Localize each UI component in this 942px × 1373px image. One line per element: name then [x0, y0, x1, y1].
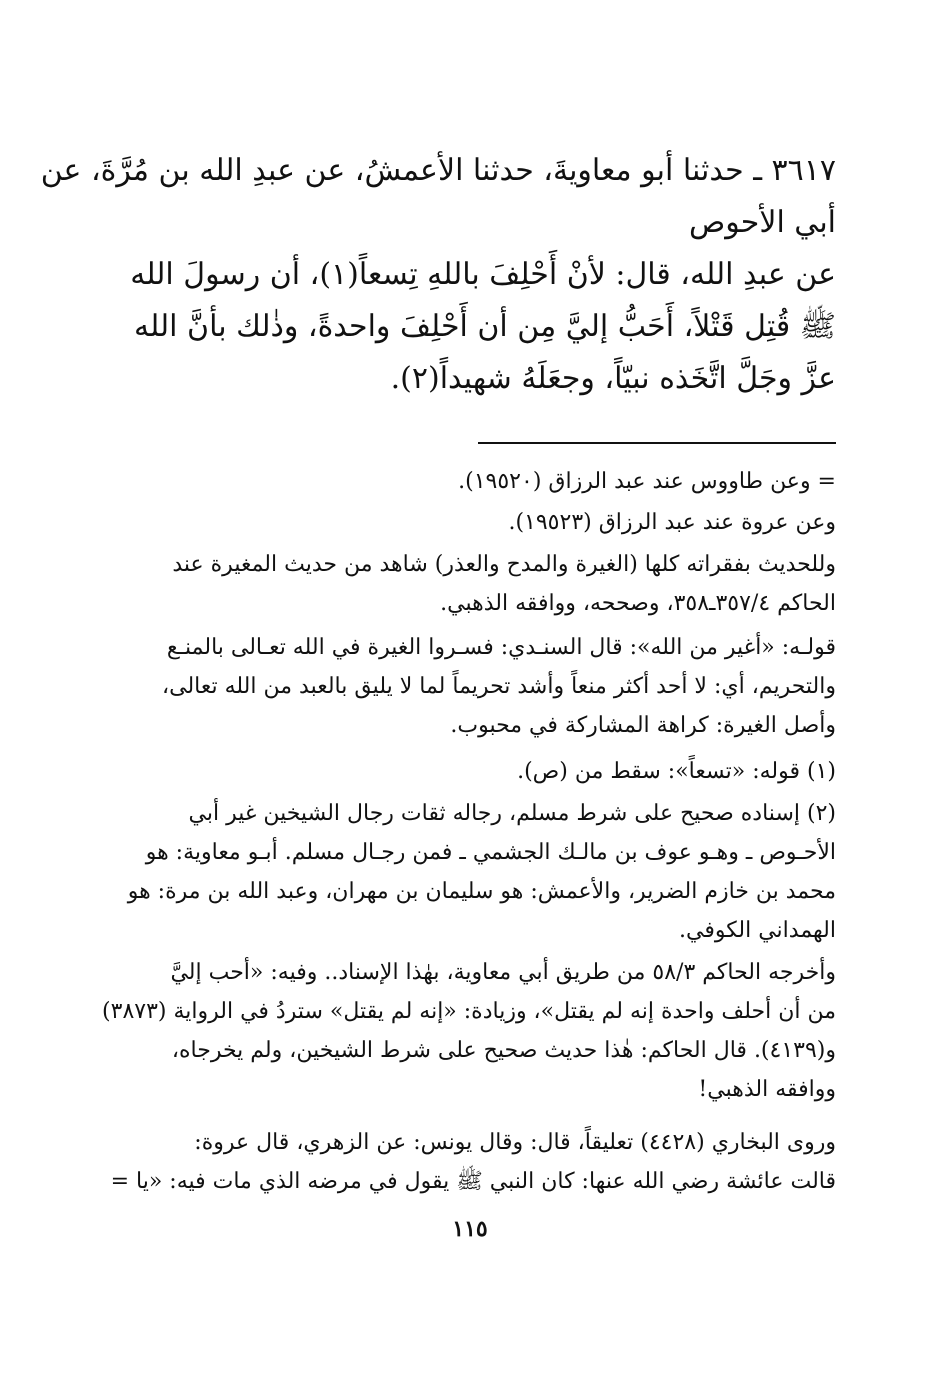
text-line: محمد بن خازم الضرير، والأعمش: هو سليمان بن مهران، وعبد الله بن مرة: هو — [127, 879, 836, 904]
text-line: وللحديث بفقراته كلها (الغيرة والمدح والعذر) شاهد من حديث المغيرة عند — [172, 552, 836, 577]
footnote-paragraph — [102, 953, 836, 1109]
text-line: أبي الأحوص — [689, 205, 836, 240]
text-line: عزَّ وجَلَّ اتَّخَذه نبيّاً، وجعَلَهُ شهيداً(٢). — [390, 361, 836, 396]
footnote-paragraph — [136, 628, 836, 745]
text-line: وعن عروة عند عبد الرزاق (١٩٥٢٣). — [508, 510, 836, 535]
text-line: عن عبدِ الله، قال: لأنْ أَحْلِفَ باللهِ تِسعاً(١)، أن رسولَ الله — [130, 257, 836, 292]
text-line: وروى البخاري (٤٤٢٨) تعليقاً، قال: وقال يونس: عن الزهري، قال عروة: — [194, 1130, 836, 1155]
text-line: (٢) إسناده صحيح على شرط مسلم، رجاله ثقات رجال الشيخين غير أبي — [188, 801, 836, 826]
text-line: ووافقه الذهبي! — [698, 1077, 836, 1102]
text-line: قولـه: «أغير من الله»: قال السنـدي: فسـروا الغيرة في الله تعـالى بالمنـع — [166, 635, 836, 660]
footnote-paragraph — [110, 1123, 836, 1201]
text-line: وأخرجه الحاكم ٥٨/٣ من طريق أبي معاوية، بهٰذا الإسناد.. وفيه: «أحب إليَّ — [170, 960, 836, 985]
text-line: الأحـوص ـ وهـو عوف بن مالـك الجشمي ـ فمن رجـال مسلم. أبـو معاوية: هو — [145, 840, 836, 865]
text-line: وأصل الغيرة: كراهة المشاركة في محبوب. — [450, 713, 836, 738]
page-number: ١١٥ — [452, 1216, 488, 1242]
text-line: الحاكم ٣٥٧/٤ـ٣٥٨، وصححه، ووافقه الذهبي. — [440, 591, 836, 616]
text-line: من أن أحلف واحدة إنه لم يقتل»، وزيادة: «إنه لم يقتل» ستردُ في الرواية (٣٨٧٣) — [102, 999, 836, 1024]
footnote-paragraph — [136, 545, 836, 623]
footnote-paragraph — [136, 752, 836, 791]
text-line: (١) قوله: «تسعاً»: سقط من (ص). — [517, 759, 836, 784]
hadith-header — [40, 145, 836, 249]
footnote-paragraph — [136, 462, 836, 501]
text-line: والتحريم، أي: لا أحد أكثر منعاً وأشد تحريماً لما لا يليق بالعبد من الله تعالى، — [162, 674, 836, 699]
text-line: و(٤١٣٩). قال الحاكم: هٰذا حديث صحيح على شرط الشيخين، ولم يخرجاه، — [171, 1038, 836, 1063]
text-line: الهمداني الكوفي. — [679, 918, 836, 943]
text-line: قالت عائشة رضي الله عنها: كان النبي ﷺ يقول في مرضه الذي مات فيه: «يا = — [110, 1169, 836, 1194]
text-line: ﷺ قُتِل قَتْلاً، أَحَبُّ إليَّ مِن أن أَحْلِفَ واحدةً، وذٰلك بأنَّ الله — [134, 309, 836, 344]
hadith-body — [130, 249, 836, 405]
text-line: ٣٦١٧ ـ حدثنا أبو معاويةَ، حدثنا الأعمشُ، عن عبدِ الله بن مُرَّةَ، عن — [40, 153, 836, 188]
footnote-paragraph — [127, 794, 836, 950]
text-line: = وعن طاووس عند عبد الرزاق (١٩٥٢٠). — [458, 469, 836, 494]
footnote-separator — [478, 442, 836, 444]
footnote-paragraph — [136, 503, 836, 542]
